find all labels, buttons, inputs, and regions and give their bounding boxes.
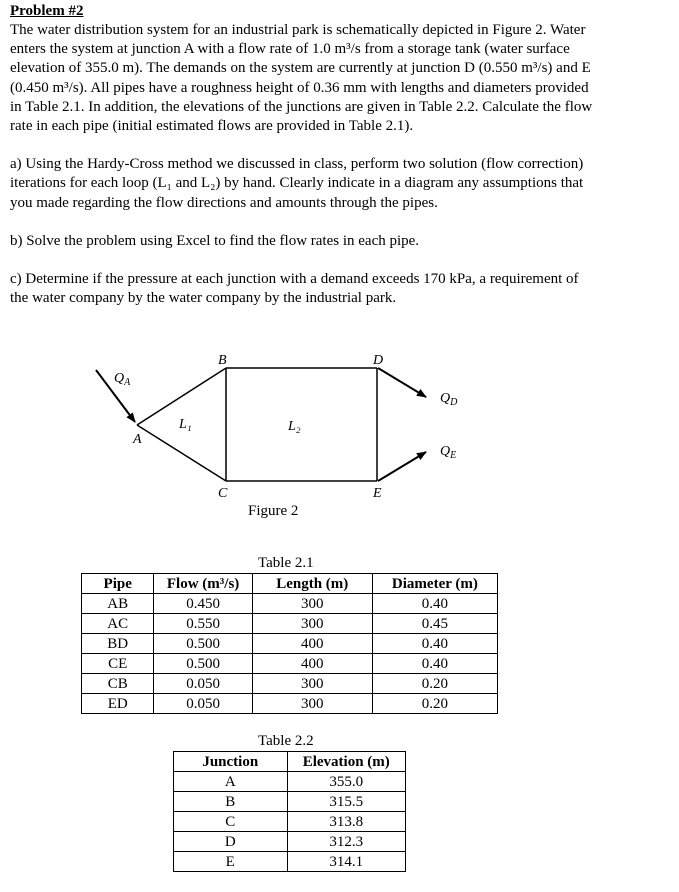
table-cell: 0.20 <box>372 674 497 694</box>
table-cell: 0.40 <box>372 654 497 674</box>
part-c-line: the water company by the water company by the industrial park. <box>10 290 397 307</box>
table-cell: 0.20 <box>372 694 497 714</box>
table-row <box>174 852 406 872</box>
flow-label-qa: $Q_A$ <box>114 371 131 388</box>
table-cell: D <box>174 832 288 852</box>
column-header: Diameter (m) <box>372 574 497 594</box>
problem-title: Problem #2 <box>10 3 84 19</box>
table-cell: A <box>174 772 288 792</box>
pipe-table <box>81 573 498 714</box>
table-row <box>82 594 498 614</box>
table-row <box>174 772 406 792</box>
column-header: Length (m) <box>252 574 372 594</box>
table-cell: 400 <box>252 634 372 654</box>
node-label-d: D <box>373 353 384 368</box>
flow-label-qe: $Q_E$ <box>440 444 457 461</box>
intro-line: enters the system at junction A with a flow rate of 1.0 m³/s from a storage tank (water surface <box>10 41 570 58</box>
intro-line: The water distribution system for an industrial park is schematically depicted in Figure 2. Water <box>10 22 586 38</box>
node-label-a: A <box>133 432 142 447</box>
table-row <box>82 674 498 694</box>
table-row <box>82 634 498 654</box>
table-cell: CE <box>82 654 154 674</box>
table-cell: 0.450 <box>154 594 252 614</box>
table-cell: ED <box>82 694 154 714</box>
table-header-row <box>82 574 498 594</box>
pipe-ac <box>137 425 226 481</box>
node-label-b: B <box>218 353 227 368</box>
table-cell: 300 <box>252 694 372 714</box>
table1-caption: Table 2.1 <box>258 555 314 571</box>
table-cell: E <box>174 852 288 872</box>
table-cell: BD <box>82 634 154 654</box>
table-cell: AB <box>82 594 154 614</box>
part-b-line: b) Solve the problem using Excel to find the flow rates in each pipe. <box>10 232 420 249</box>
table-cell: C <box>174 812 288 832</box>
figure-caption: Figure 2 <box>248 503 299 519</box>
table-cell: 0.550 <box>154 614 252 634</box>
table-cell: 0.40 <box>372 594 497 614</box>
table-header-row <box>174 752 406 772</box>
part-c-line: c) Determine if the pressure at each junction with a demand exceeds 170 kPa, a requirement of <box>10 271 579 288</box>
table-cell: CB <box>82 674 154 694</box>
node-label-e: E <box>373 486 382 501</box>
table-cell: B <box>174 792 288 812</box>
table-row <box>82 614 498 634</box>
table-cell: 315.5 <box>287 792 406 812</box>
part-a-line: you made regarding the flow directions and amounts through the pipes. <box>10 194 438 211</box>
table-cell: 300 <box>252 594 372 614</box>
intro-line: in Table 2.1. In addition, the elevations of the junctions are given in Table 2.2. Calculate the flow <box>10 98 593 115</box>
table-cell: 313.8 <box>287 812 406 832</box>
table-cell: 0.500 <box>154 654 252 674</box>
column-header: Flow (m³/s) <box>154 574 252 594</box>
table-cell: 300 <box>252 674 372 694</box>
part-a-line: iterations for each loop (L₁ and L₂) by hand. Clearly indicate in a diagram any assumptions that <box>10 175 584 192</box>
table-cell: 300 <box>252 614 372 634</box>
intro-line: elevation of 355.0 m). The demands on the system are currently at junction D (0.550 m³/s) and E <box>10 60 591 77</box>
column-header: Junction <box>174 752 288 772</box>
flow-label-qd: $Q_D$ <box>440 391 458 408</box>
intro-line: (0.450 m³/s). All pipes have a roughness height of 0.36 mm with lengths and diameters provided <box>10 79 589 96</box>
table-row <box>174 832 406 852</box>
table2-caption: Table 2.2 <box>258 733 314 749</box>
table-row <box>82 654 498 674</box>
table-cell: 0.050 <box>154 694 252 714</box>
table-cell: 0.40 <box>372 634 497 654</box>
part-a-line: a) Using the Hardy-Cross method we discussed in class, perform two solution (flow correction) <box>10 156 584 173</box>
table-cell: 314.1 <box>287 852 406 872</box>
table-cell: 0.45 <box>372 614 497 634</box>
table-cell: AC <box>82 614 154 634</box>
table-cell: 400 <box>252 654 372 674</box>
table-cell: 0.050 <box>154 674 252 694</box>
outflow-e-arrow <box>378 452 426 481</box>
table-row <box>174 812 406 832</box>
table-cell: 312.3 <box>287 832 406 852</box>
column-header: Pipe <box>82 574 154 594</box>
junction-table <box>173 751 406 872</box>
table-cell: 355.0 <box>287 772 406 792</box>
intro-line: rate in each pipe (initial estimated flows are provided in Table 2.1). <box>10 118 414 135</box>
table-cell: 0.500 <box>154 634 252 654</box>
loop-label-l1: L₁ <box>179 417 192 432</box>
loop-label-l2: L₂ <box>288 419 301 434</box>
table-row <box>174 792 406 812</box>
table-row <box>82 694 498 714</box>
node-label-c: C <box>218 486 228 501</box>
outflow-d-arrow <box>378 368 426 397</box>
column-header: Elevation (m) <box>287 752 406 772</box>
